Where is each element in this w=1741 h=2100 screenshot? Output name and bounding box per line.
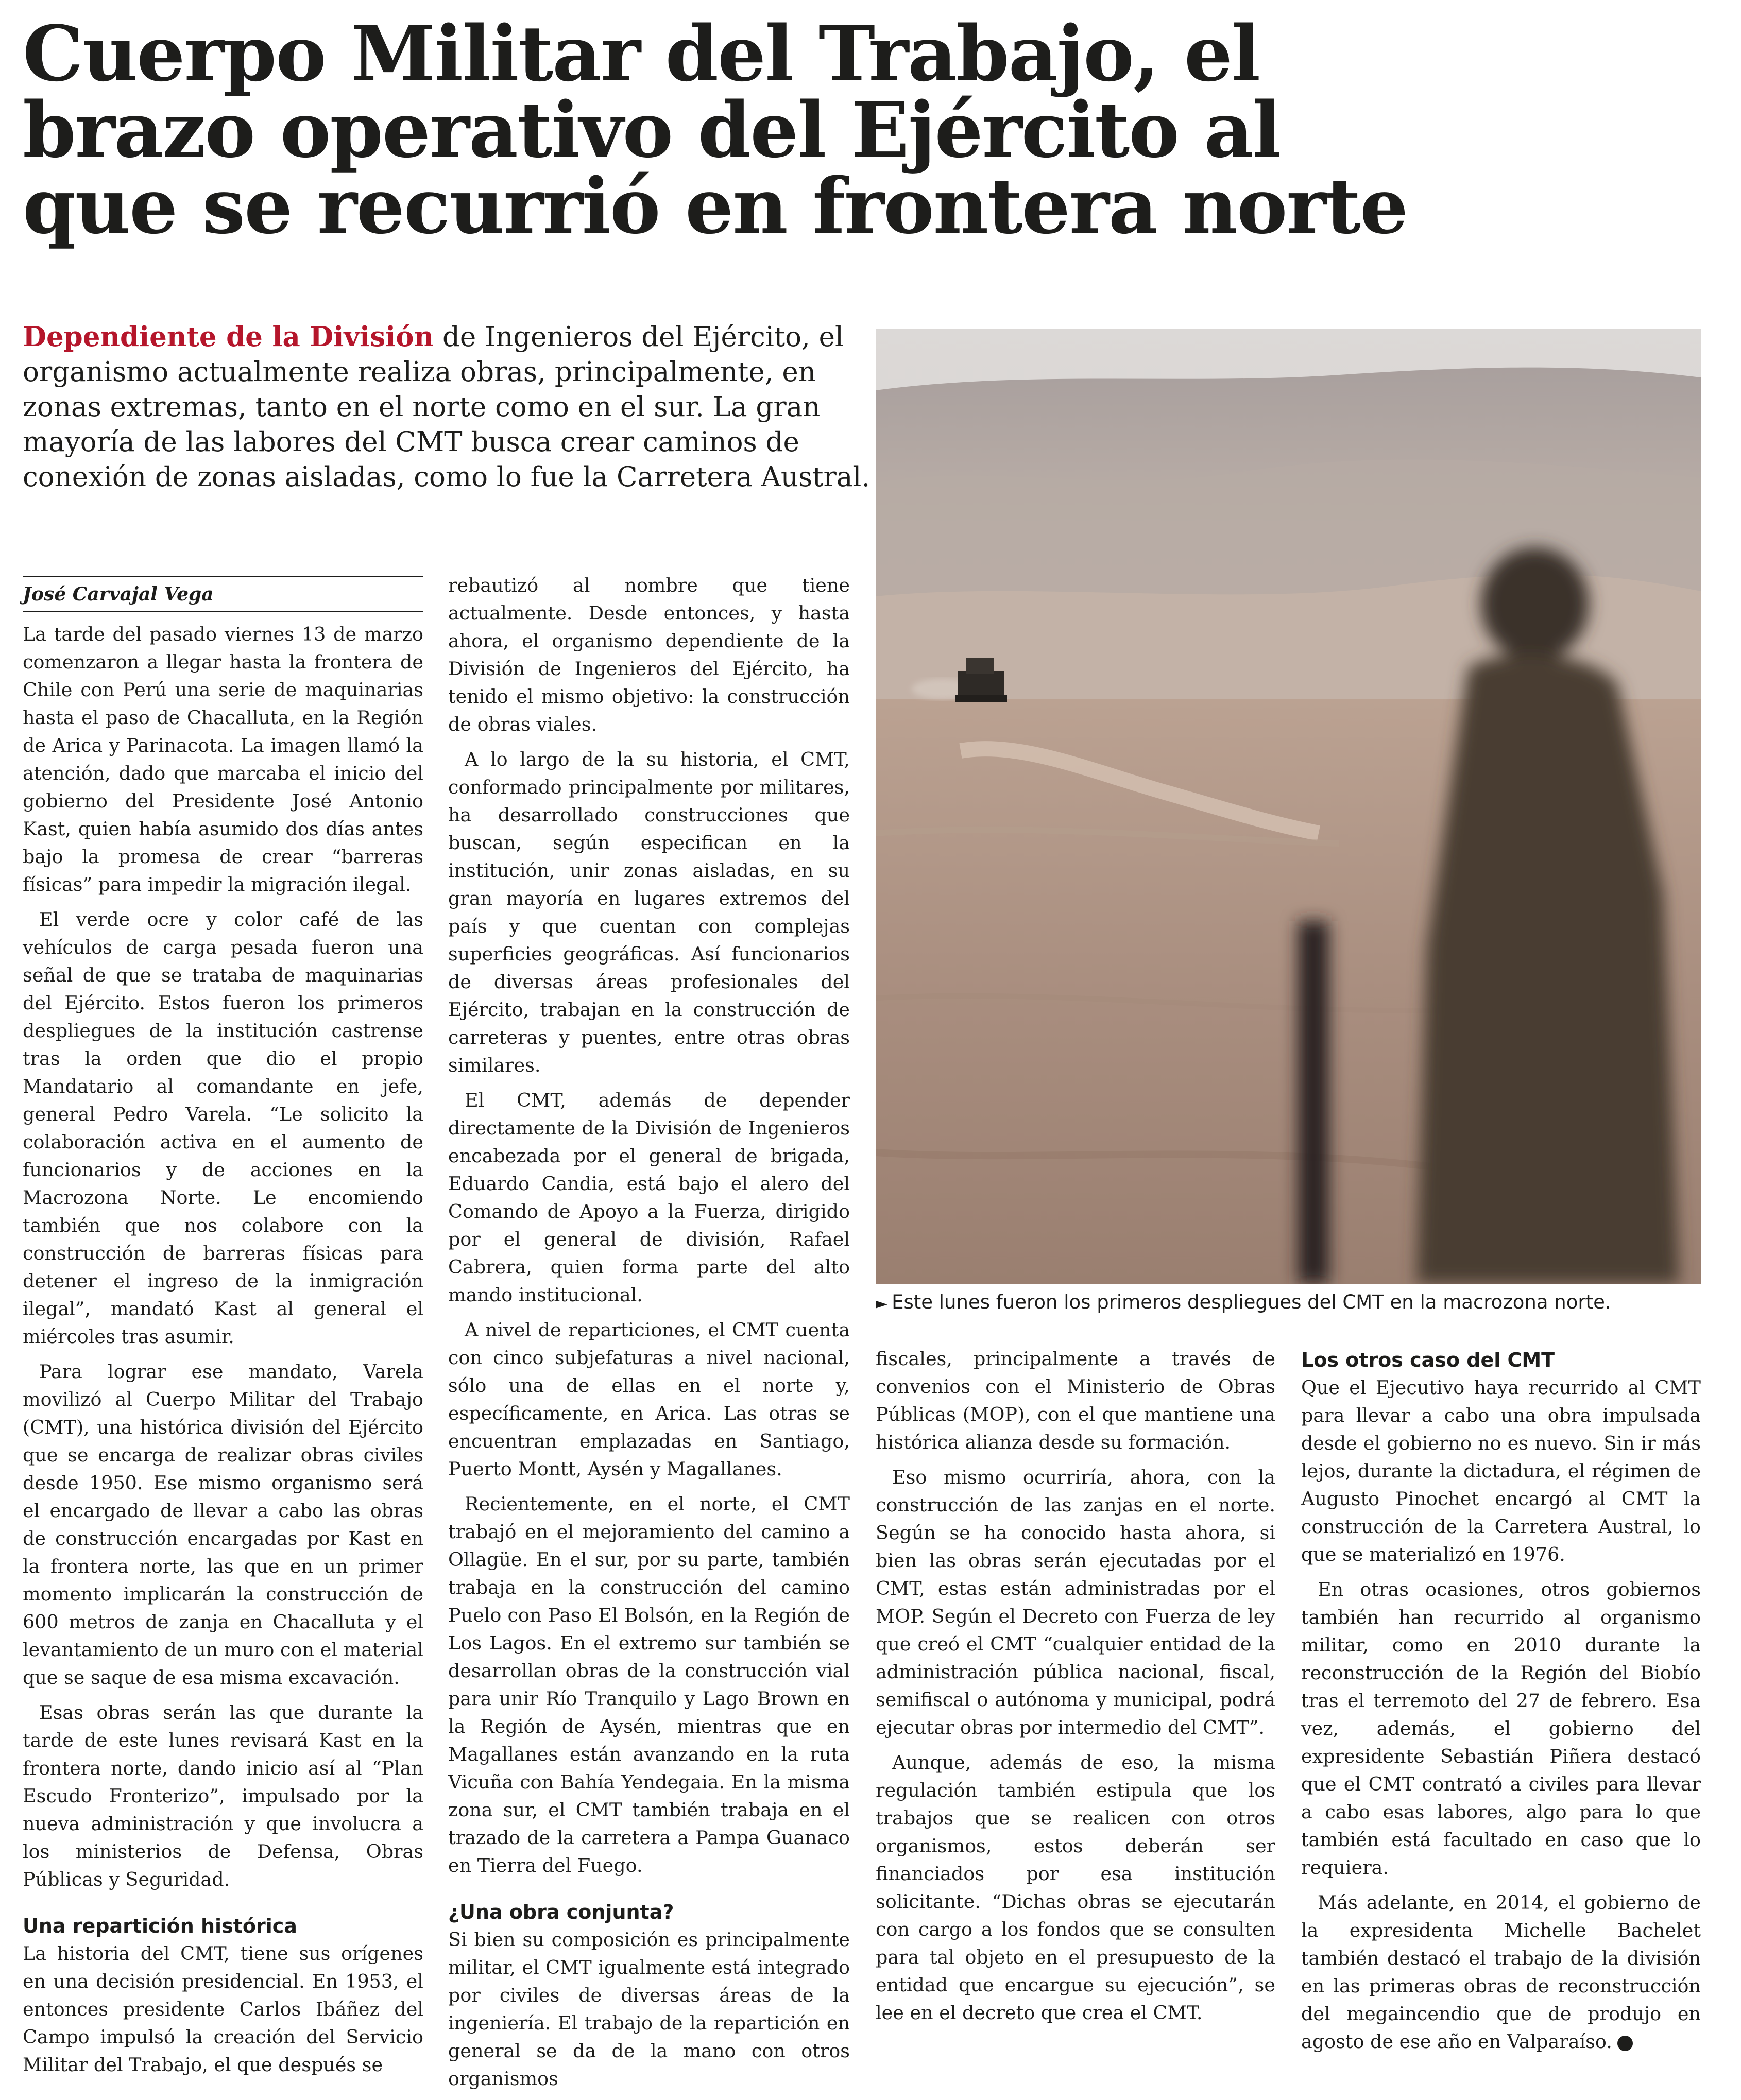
col1-paragraph-4: Esas obras serán las que durante la tarde de este lunes revisará Kast en la frontera norte, dando inicio así al “Plan Escudo Fronterizo”, impulsado por la nueva administración y que involucra a los ministerios de Defensa, Obras Públicas y Seguridad. [23, 1701, 423, 1890]
subhead-reparticion-historica: Una repartición histórica [23, 1915, 297, 1937]
column-4-text [1301, 1346, 1701, 2056]
col3-paragraph-1: fiscales, principalmente a través de convenios con el Ministerio de Obras Públicas (MOP), con el que mantiene una histórica alianza desde su formación. [876, 1348, 1275, 1453]
headline [23, 9, 1712, 251]
col3-paragraph-2: Eso mismo ocurriría, ahora, con la construcción de las zanjas en el norte. Según se ha conocido hasta ahora, si bien las obras serán ejecutadas por el CMT, estas están administradas por el MOP. Según el Decreto con Fuerza de ley que creó el CMT “cualquier entidad de la administración pública nacional, fiscal, semifiscal o autónoma y municipal, podrá ejecutar obras por intermedio del CMT”. [876, 1466, 1275, 1738]
col2-paragraph-3: El CMT, además de depender directamente de la División de Ingenieros encabezada por el general de brigada, Eduardo Candia, está bajo el alero del Comando de Apoyo a la Fuerza, dirigido por el general de división, Rafael Cabrera, quien forma parte del alto mando institucional. [448, 1089, 850, 1306]
column-1 [23, 576, 423, 2086]
lead-line-1-rest: de Ingenieros del Ejército, el [434, 321, 844, 353]
end-of-article-icon [1617, 2036, 1633, 2051]
column-2-text [448, 572, 850, 2093]
headline-line-3: que se recurrió en frontera norte [23, 161, 1408, 251]
photo-soldier-desert [876, 329, 1701, 1284]
col2-paragraph-5: Recientemente, en el norte, el CMT trabajó en el mejoramiento del camino a Ollagüe. En el sur, por su parte, también trabaja en la construcción del camino Puelo con Paso El Bolsón, en la Región de Los Lagos. En el extremo sur también se desarrollan obras de la construcción vial para unir Río Tranquilo y Lago Brown en la Región de Aysén, mientras que en Magallanes están avanzando en la ruta Vicuña con Bahía Yendegaia. En la misma zona sur, el CMT también trabaja en el trazado de la carretera a Pampa Guanaco en Tierra del Fuego. [448, 1493, 850, 1877]
col1-paragraph-1: La tarde del pasado viernes 13 de marzo comenzaron a llegar hasta la frontera de Chile con Perú una serie de maquinarias hasta el paso de Chacalluta, en la Región de Arica y Parinacota. La imagen llamó la atención, dado que marcaba el inicio del gobierno del Presidente José Antonio Kast, quien había asumido dos días antes bajo la promesa de crear “barreras físicas” para impedir la migración ilegal. [23, 623, 423, 896]
col2-paragraph-1: rebautizó al nombre que tiene actualmente. Desde entonces, y hasta ahora, el organismo dependiente de la División de Ingenieros del Ejército, ha tenido el mismo objetivo: la construcción de obras viales. [448, 574, 850, 735]
col4-paragraph-3-text: Más adelante, en 2014, el gobierno de la expresidenta Michelle Bachelet también destacó el trabajo de la división en las primeras obras de reconstrucción del megaincendio que de produjo en agosto de ese año en Valparaíso. [1301, 1891, 1701, 2053]
lead-line-5: conexión de zonas aisladas, como lo fue la Carretera Austral. [23, 461, 870, 493]
col2-paragraph-4: A nivel de reparticiones, el CMT cuenta con cinco subjefaturas a nivel nacional, sólo una de ellas en el norte y, específicamente, en Arica. Las otras se encuentran emplazadas en Santiago, Puerto Montt, Aysén y Magallanes. [448, 1319, 850, 1480]
lead-paragraph [23, 319, 870, 495]
lead-highlight: Dependiente de la División [23, 321, 434, 353]
column-1-text [23, 621, 423, 2079]
col3-paragraph-3: Aunque, además de eso, la misma regulación también estipula que los trabajos que se realicen con otros organismos, estos deberán ser financiados por esa institución solicitante. “Dichas obras se ejecutarán con cargo a los fondos que se consulten para tal objeto en el presupuesto de la entidad que encargue su ejecución”, se lee en el decreto que crea el CMT. [876, 1751, 1275, 2024]
lead-line-2: organismo actualmente realiza obras, principalmente, en [23, 356, 816, 388]
column-3-text [876, 1345, 1275, 2027]
column-3 [876, 1345, 1275, 2034]
byline: José Carvajal Vega [23, 580, 423, 612]
lead-line-4: mayoría de las labores del CMT busca crear caminos de [23, 426, 799, 458]
column-4 [1301, 1346, 1701, 2063]
photo-illustration [876, 329, 1701, 1284]
col4-paragraph-3 [1301, 1889, 1701, 2056]
col1-paragraph-5: La historia del CMT, tiene sus orígenes en una decisión presidencial. En 1953, el entonces presidente Carlos Ibáñez del Campo impulsó la creación del Servicio Militar del Trabajo, el que después se [23, 1942, 423, 2076]
byline-rule [23, 576, 423, 577]
caption-arrow-icon: ► [876, 1295, 888, 1313]
photo-caption [876, 1288, 1701, 1318]
col1-paragraph-2: El verde ocre y color café de las vehículos de carga pesada fueron una señal de que se trataba de maquinarias del Ejército. Estos fueron los primeros despliegues de la institución castrense tras la orden que dio el propio Mandatario al comandante en jefe, general Pedro Varela. “Le solicito la colaboración activa en el aumento de funcionarios y de acciones en la Macrozona Norte. Le encomiendo también que nos colabore con la construcción de barreras físicas para detener el ingreso de la inmigración ilegal”, mandató Kast al general el miércoles tras asumir. [23, 908, 423, 1348]
col2-paragraph-2: A lo largo de la su historia, el CMT, conformado principalmente por militares, ha desarrollado construcciones que buscan, según especifican en la institución, unir zonas aisladas, en su gran mayoría en lugares extremos del país y que cuentan con complejas superficies geográficas. Así funcionarios de diversas áreas profesionales del Ejército, trabajan en la construcción de carreteras y puentes, entre otras obras similares. [448, 748, 850, 1076]
col4-paragraph-2: En otras ocasiones, otros gobiernos también han recurrido al organismo militar, como en 2010 durante la reconstrucción de la Región del Biobío tras el terremoto del 27 de febrero. Esa vez, además, el gobierno del expresidente Sebastián Piñera destacó que el CMT contrató a civiles para llevar a cabo esas labores, algo para lo que también está facultado en caso que lo requiera. [1301, 1578, 1701, 1879]
headline-line-1: Cuerpo Militar del Trabajo, el [23, 9, 1260, 98]
subhead-otros-casos: Los otros caso del CMT [1301, 1349, 1555, 1371]
col4-paragraph-1: Que el Ejecutivo haya recurrido al CMT para llevar a cabo una obra impulsada desde el gobierno no es nuevo. Sin ir más lejos, durante la dictadura, el régimen de Augusto Pinochet encargó al CMT la construcción de la Carretera Austral, lo que se materializó en 1976. [1301, 1376, 1701, 1565]
headline-line-2: brazo operativo del Ejército al [23, 85, 1281, 175]
subhead-obra-conjunta: ¿Una obra conjunta? [448, 1901, 674, 1923]
col1-paragraph-3: Para lograr ese mandato, Varela movilizó al Cuerpo Militar del Trabajo (CMT), una histórica división del Ejército que se encarga de realizar obras civiles desde 1950. Ese mismo organismo será el encargado de llevar a cabo las obras de construcción encargadas por Kast en la frontera norte, las que en un primer momento implicarán la construcción de 600 metros de zanja en Chacalluta y el levantamiento de un muro con el material que se saque de esa misma excavación. [23, 1361, 423, 1689]
lead-line-1 [23, 319, 847, 355]
col2-paragraph-6: Si bien su composición es principalmente militar, el CMT igualmente está integrado por civiles de diversas áreas de la ingeniería. El trabajo de la repartición en general se da de la mano con otros organismos [448, 1929, 850, 2090]
caption-text: Este lunes fueron los primeros despliegues del CMT en la macrozona norte. [892, 1291, 1611, 1313]
column-2 [448, 572, 850, 2100]
lead-line-3: zonas extremas, tanto en el norte como en el sur. La gran [23, 391, 821, 423]
